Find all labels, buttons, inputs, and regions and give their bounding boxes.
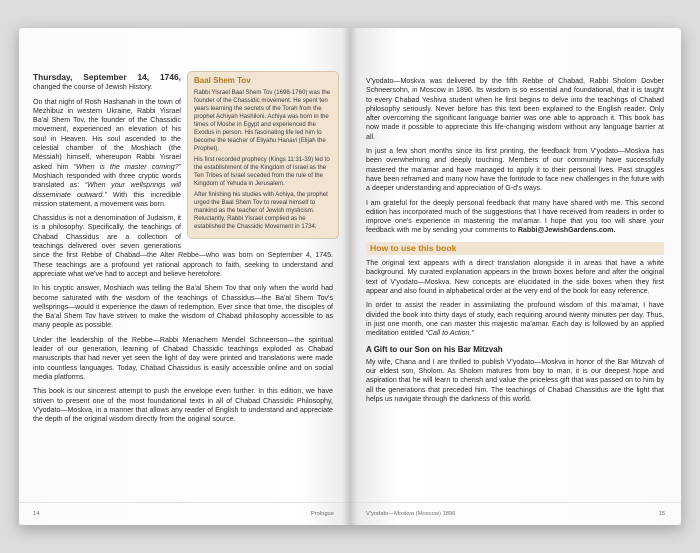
text-run: In order to assist the reader in assimilating the profound wisdom of this ma'amar, I have divided the book into thirty days of study, each requiring around twenty minutes per day. Thus, in just one month, one can master this majestic ma'amar. Each day is followed by an applied meditation entitled bbox=[366, 301, 664, 338]
body-paragraph: In just a few short months since its first printing, the feedback from V'yodato—Moskva has been overwhelming and deeply touching. Members of our community have successfully mastered the ma'amar and have managed to apply it to their personal lives. Past struggles have been reframed and many now have the fortitude to face new challenges in the future with a deeper understanding and appreciation of G-d's ways. bbox=[366, 147, 664, 193]
lead-date: Thursday, September 14, 1746, bbox=[33, 72, 181, 82]
email-link[interactable]: Rabbi@JewishGardens.com. bbox=[517, 226, 616, 235]
left-page-body bbox=[33, 73, 333, 429]
running-footer: V'yodato—Moskva (Moscow) 1896 bbox=[366, 511, 456, 517]
quote: “Call to Action.” bbox=[425, 329, 474, 338]
left-page bbox=[19, 28, 350, 525]
text-run: On that night of Rosh Hashanah in the town of Mezhibuz in western Ukraine, Rabbi Yisrael Ba'al Shem Tov, the founder of the Chassidic movement, experienced an elevation of his soul in Heaven. His soul ascended to the celestial chamber of the Moshiach (the Messiah) himself, whereupon Rabbi Yisrael asked him bbox=[33, 97, 181, 171]
body-paragraph: Chassidus is not a denomination of Judaism, it is a philosophy. Specifically, the teachings of Chabad Chassidus are a collection of teachings delivered over seven generations since the first Rebbe of Chabad—the Alter Rebbe—who was born on September 4, 1745. These teachings are a profound yet rational approach to faith, seeking to understand and appreciate what we've had to accept and believe heretofore. bbox=[33, 214, 333, 278]
text-run: With this incredible mission statement, a movement was born. bbox=[33, 190, 181, 208]
section-heading: How to use this book bbox=[366, 242, 664, 255]
book-spread bbox=[19, 28, 681, 525]
sidebar-box-paragraph: Rabbi Yisrael Baal Shem Tov (1698-1760) was the founder of the Chassidic movement. He spent ten years learning the secrets of the Torah from the prophet Achiyah Hashiloni. Achiya was born in the times of Moshe in Egypt and experienced the Exodus in person. His fascinating life led him to become the teacher of Eliyahu Hanavi (Elijah the Prophet). bbox=[194, 89, 331, 152]
body-paragraph: This book is our sincerest attempt to push the envelope even further. In this edition, we have striven to present one of the most foundational texts in all of Chabad Chassidic Philosophy, V'yodato—Moskva, in a manner that allows any reader of English to understand and appreciate the depth of the original wisdom directly from the original source. bbox=[33, 387, 333, 424]
right-page bbox=[350, 28, 681, 525]
lead-text: changed the course of Jewish History. bbox=[33, 83, 153, 92]
text-run: I am grateful for the deeply personal feedback that many have shared with me. This second edition has incorporated much of the suggestions that I have received from readers in order to improve one's experience in mastering the ma'amar. I hope that you too will share your feedback with me by sending your comments to bbox=[366, 198, 664, 235]
book-gutter-shadow bbox=[342, 28, 358, 525]
left-footer bbox=[19, 502, 350, 525]
sidebar-box-paragraph: His first recorded prophecy (Kings 11:31-39) led to the establishment of the Kingdom of Israel as the Ten Tribes of Israel seceded from the rule of the Kingdom of Yehuda in Jerusalem. bbox=[194, 156, 330, 187]
sidebar-box-baal-shem-tov bbox=[187, 71, 339, 239]
subsection-heading: A Gift to our Son on his Bar Mitzvah bbox=[366, 345, 503, 355]
running-footer: Prologue bbox=[310, 511, 334, 517]
body-paragraph: My wife, Chana and I are thrilled to publish V'yodato—Moskva in honor of the Bar Mitzvah of our eldest son, Sholom. As Sholom matures from boy to man, it is our deepest hope and aspiration that he will learn to cherish and value the priceless gift that was passed on to him by all the generations that preceded him. The teachings of Chabad Chassidus are the light that helps us navigate through the darkness of this world. bbox=[366, 357, 664, 403]
body-paragraph: In his cryptic answer, Moshiach was telling the Ba'al Shem Tov that only when the world had become saturated with the wisdom of the teachings of Chassidus—the Ba'al Shem Tov's wellsprings—would it experience the dawn of redemption. Ever since that time, the disciples of the Ba'al Shem Tov have striven to make the wisdom of Chabad philosophy accessible to as many people as possible. bbox=[33, 284, 333, 330]
sidebar-box-paragraph: After finishing his studies with Achiya, the prophet urged the Baal Shem Tov to reveal himself to mankind as the teacher of Jewish mysticism. Reluctantly, Rabbi Yisrael complied as he established the Chassidic Movement in 1734. bbox=[194, 191, 328, 230]
quote: “When is the master coming?” bbox=[73, 162, 181, 171]
body-paragraph: V'yodato—Moskva was delivered by the fifth Rebbe of Chabad, Rabbi Sholom Dovber Schneersohn, in Moscow in 1896. Its wisdom is so essential and foundational, that it is taught to every Chabad Yeshiva student when he first begins to delve into the teachings of Chabad philosophy seriously. Never before has this text been explained to the English reader. Only after overcoming the significant language barrier was one able to approach it. This book has now made it possible to appreciate this life-changing wisdom without any language barrier at all. bbox=[366, 77, 664, 141]
body-paragraph bbox=[366, 301, 664, 338]
body-paragraph: Under the leadership of the Rebbe—Rabbi Menachem Mendel Schneerson—the spiritual leader of our generation, learning of Chabad Chassidic teachings exploded as Chabad manuscripts that had never yet seen the light of day were printed and translations were made into countless languages. Today, Chabad Chassidus is easily accessible online and on social media platforms. bbox=[33, 335, 333, 381]
body-paragraph bbox=[366, 199, 664, 236]
right-page-body bbox=[366, 77, 664, 409]
body-paragraph: The original text appears with a direct translation alongside it in areas that have a white background. My curated explanation appears in the brown boxes before and after the original text of V'yodato—Moskva. New concepts are elucidated in the side boxes when they first appear and also found in alphabetical order at the very end of the book for easy reference. bbox=[366, 259, 664, 295]
page-number: 15 bbox=[658, 511, 665, 517]
quote: “When your wellsprings will disseminate outward.” bbox=[33, 181, 181, 199]
right-footer bbox=[350, 502, 681, 525]
page-number: 14 bbox=[33, 511, 40, 517]
text-run: Moshiach responded with three cryptic words translated as: bbox=[33, 171, 181, 190]
sidebar-box-title: Baal Shem Tov bbox=[194, 76, 251, 85]
